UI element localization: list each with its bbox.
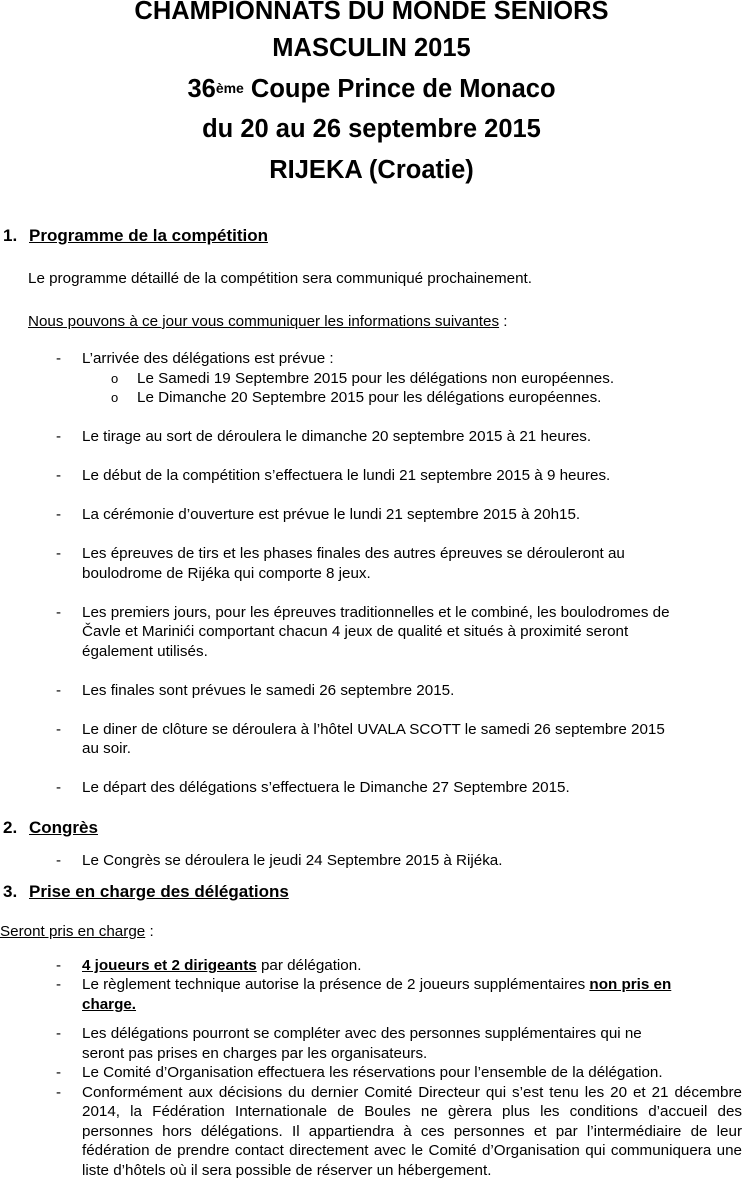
firstdays-line-2: Čavle et Marinići comportant chacun 4 jeux de qualité et situés à proximité seront [82,623,629,640]
bullet-dash: - [56,779,62,796]
shooting-line-2: boulodrome de Rijéka qui comporte 8 jeux. [82,565,371,582]
title-line-2: MASCULIN 2015 [272,34,471,62]
section-1-heading: Programme de la compétition [29,226,268,245]
bullet-dash: - [56,506,62,523]
draw-text: Le tirage au sort de déroulera le dimanche 20 septembre 2015 à 21 heures. [82,428,592,445]
section-3-heading: Prise en charge des délégations [29,882,289,901]
bullet-dash: - [56,721,62,738]
coverage-bullet-1-rest: par délégation. [256,957,362,974]
arrival-sub-1: Le Samedi 19 Septembre 2015 pour les délégations non européennes. [137,370,615,387]
firstdays-line-1: Les premiers jours, pour les épreuves traditionnelles et le combiné, les boulodromes de [82,604,670,621]
arrival-sub-2: Le Dimanche 20 Septembre 2015 pour les délégations européennes. [137,389,602,406]
sub-bullet-icon: o [111,390,119,405]
shooting-line-1: Les épreuves de tirs et les phases finales des autres épreuves se dérouleront au [82,545,625,562]
title-line-1: CHAMPIONNATS DU MONDE SENIORS [134,0,609,25]
bullet-dash: - [56,976,62,993]
coverage-bullet-2-text: Le règlement technique autorise la présence de 2 joueurs supplémentaires [82,976,590,993]
coverage-bullet-3-line-1: Les délégations pourront se compléter avec des personnes supplémentaires qui ne [82,1025,642,1042]
section-2-heading: Congrès [29,818,98,837]
title-ordinal: 36 [187,75,216,103]
finals-text: Les finales sont prévues le samedi 26 septembre 2015. [82,682,455,699]
bullet-dash: - [56,1025,62,1042]
section-1-lead-suffix: : [499,313,508,330]
section-3-lead-underlined: Seront pris en charge [0,923,146,940]
section-2-number: 2. [3,818,18,837]
coverage-bullet-2-line-2 [82,995,136,1015]
bullet-dash: - [56,957,62,974]
start-text: Le début de la compétition s’effectuera le lundi 21 septembre 2015 à 9 heures. [82,467,611,484]
section-1-intro: Le programme détaillé de la compétition sera communiqué prochainement. [28,270,532,287]
arrival-text: L’arrivée des délégations est prévue : [82,350,334,367]
dinner-line-2: au soir. [82,740,131,757]
title-cup-name: Coupe Prince de Monaco [243,75,556,103]
bullet-dash: - [56,350,62,367]
bullet-dash: - [56,604,62,621]
coverage-bullet-3-line-2: seront pas prises en charges par les organisateurs. [82,1045,428,1062]
bullet-dash: - [56,852,62,869]
coverage-bullet-2-bold: non pris en [589,976,672,993]
firstdays-line-3: également utilisés. [82,643,208,660]
bullet-dash: - [56,1084,62,1101]
bullet-dash: - [56,682,62,699]
coverage-bullet-2-line-1 [82,975,671,995]
bullet-dash: - [56,467,62,484]
coverage-bullet-1-bold: 4 joueurs et 2 dirigeants [82,957,257,974]
bullet-dash: - [56,1064,62,1081]
title-ordinal-suffix: ème [215,80,244,96]
title-line-4: du 20 au 26 septembre 2015 [202,115,541,143]
bullet-dash: - [56,545,62,562]
coverage-bullet-5: Conformément aux décisions du dernier Comité Directeur qui s’est tenu les 20 et 21 décembre 2014, la Fédération Internationale de Boules ne gèrera plus les conditions d’accueil des personnes hors délégations. Il appartiendra à ces personnes et par l’intermédiaire de leur fédération de prendre contact directement avec le Comité d’Organisation qui communiquera une liste d’hôtels où il sera possible de réserver un hébergement. [82,1084,742,1179]
bullet-dash: - [56,428,62,445]
title-line-5: RIJEKA (Croatie) [269,156,474,184]
opening-text: La cérémonie d’ouverture est prévue le lundi 21 septembre 2015 à 20h15. [82,506,581,523]
section-1-number: 1. [3,226,18,245]
coverage-bullet-2-bold-end: charge. [82,996,137,1013]
coverage-bullet-1 [82,956,361,976]
congress-text: Le Congrès se déroulera le jeudi 24 Septembre 2015 à Rijéka. [82,852,503,869]
departure-text: Le départ des délégations s’effectuera le Dimanche 27 Septembre 2015. [82,779,570,796]
section-3-number: 3. [3,882,18,901]
section-3-lead-suffix: : [145,923,154,940]
sub-bullet-icon: o [111,371,119,386]
title-line-3 [0,74,743,104]
coverage-bullet-4: Le Comité d’Organisation effectuera les réservations pour l’ensemble de la délégation. [82,1064,663,1081]
section-1-lead [28,312,508,332]
section-3-lead [0,922,154,942]
section-1-lead-underlined: Nous pouvons à ce jour vous communiquer les informations suivantes [28,313,500,330]
dinner-line-1: Le diner de clôture se déroulera à l’hôtel UVALA SCOTT le samedi 26 septembre 2015 [82,721,665,738]
